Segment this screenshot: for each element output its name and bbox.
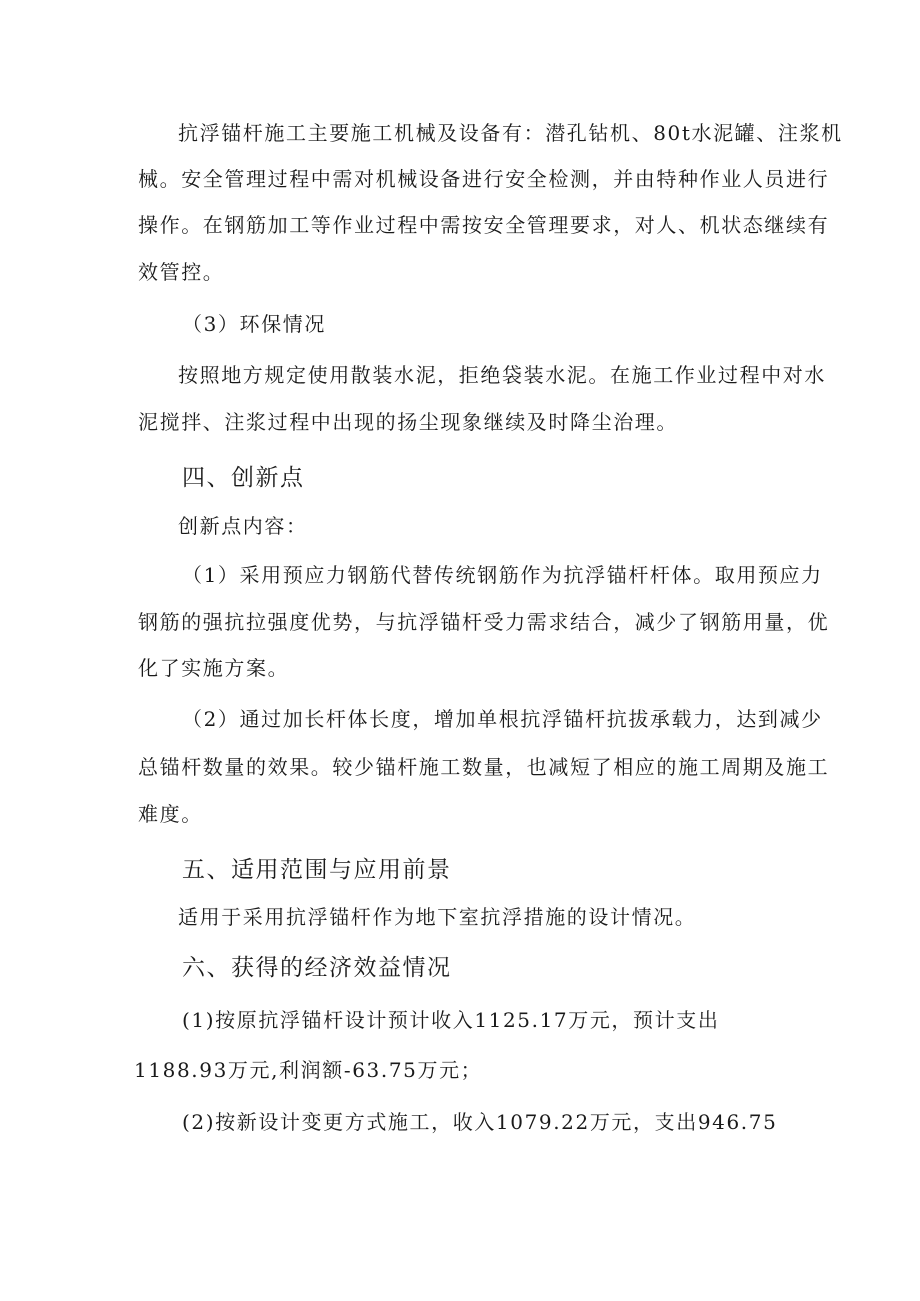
- subsection-heading: （3）环保情况: [182, 312, 326, 336]
- paragraph-line: 化了实施方案。: [138, 656, 290, 680]
- paragraph-line: (1)按原抗浮锚杆设计预计收入1125.17万元，预计支出: [182, 1008, 720, 1032]
- section-heading: 六、获得的经济效益情况: [182, 955, 452, 981]
- paragraph-line: 操作。在钢筋加工等作业过程中需按安全管理要求，对人、机状态继续有: [138, 213, 830, 237]
- paragraph-line: 效管控。: [138, 260, 225, 284]
- paragraph-line: 械。安全管理过程中需对机械设备进行安全检测，并由特种作业人员进行: [138, 167, 830, 191]
- paragraph-line: （2）通过加长杆体长度，增加单根抗浮锚杆抗拔承载力，达到减少: [182, 707, 823, 731]
- paragraph-line: 创新点内容：: [178, 514, 308, 538]
- paragraph-line: 钢筋的强抗拉强度优势，与抗浮锚杆受力需求结合，减少了钢筋用量，优: [138, 610, 830, 634]
- paragraph-line: 难度。: [138, 802, 203, 826]
- section-heading: 五、适用范围与应用前景: [182, 857, 452, 883]
- paragraph-line: （1）采用预应力钢筋代替传统钢筋作为抗浮锚杆杆体。取用预应力: [182, 563, 823, 587]
- paragraph-line: 适用于采用抗浮锚杆作为地下室抗浮措施的设计情况。: [178, 905, 697, 929]
- section-heading: 四、创新点: [182, 465, 305, 491]
- paragraph-line: 泥搅拌、注浆过程中出现的扬尘现象继续及时降尘治理。: [138, 410, 678, 434]
- paragraph-line: (2)按新设计变更方式施工，收入1079.22万元，支出946.75: [182, 1110, 778, 1134]
- paragraph-line: 1188.93万元,利润额-63.75万元；: [134, 1058, 483, 1082]
- paragraph-line: 总锚杆数量的效果。较少锚杆施工数量，也减短了相应的施工周期及施工: [138, 755, 830, 779]
- paragraph-line: 抗浮锚杆施工主要施工机械及设备有：潜孔钻机、80t水泥罐、注浆机: [178, 121, 843, 145]
- paragraph-line: 按照地方规定使用散装水泥，拒绝袋装水泥。在施工作业过程中对水: [178, 363, 826, 387]
